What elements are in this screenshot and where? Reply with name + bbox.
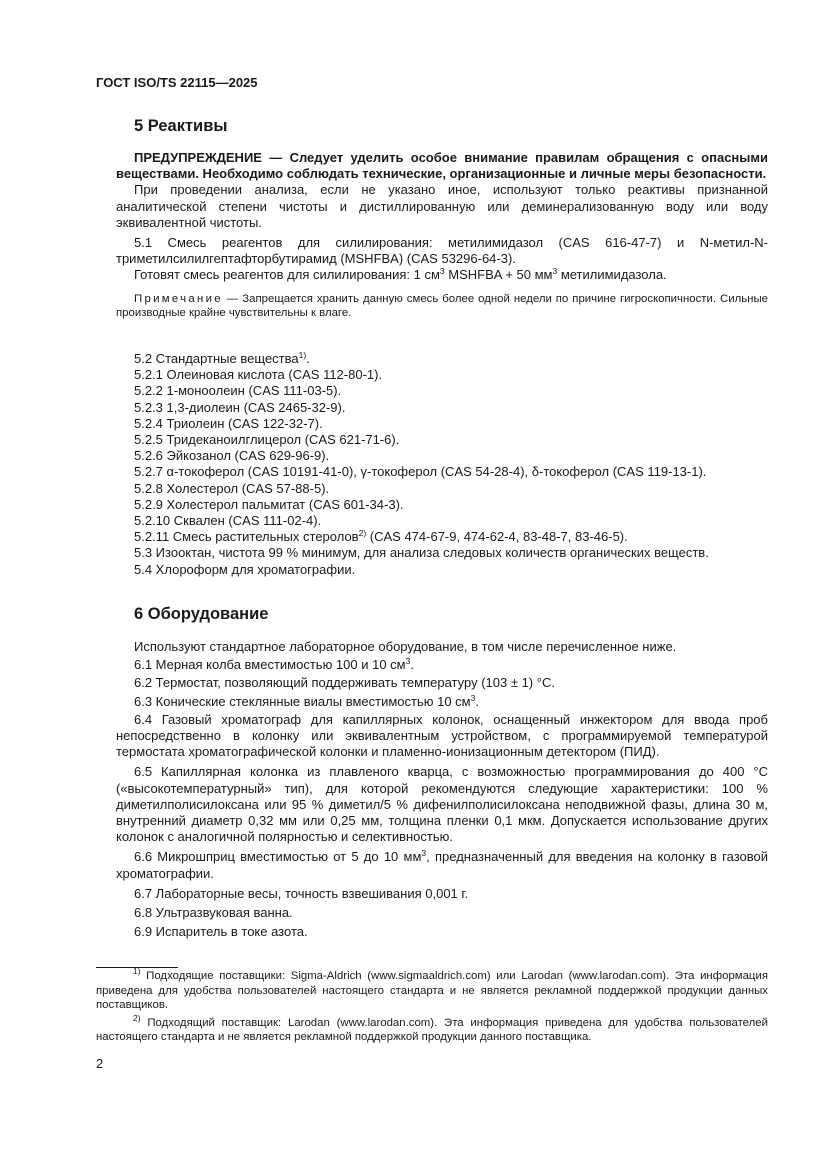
section-5-body xyxy=(116,150,768,321)
section-6-body xyxy=(116,639,768,940)
footnote-1: $^{1)}$ Подходящие поставщики: Sigma-Aldrich (www.sigmaaldrich.com) или Larodan (www.larodan.com). Эта информация приведена для удобства пользователей настоящего стандарта и не является рекламной поддержкой продукции данных поставщиков. xyxy=(96,966,768,1012)
list-item: 5.2.10 Сквален (CAS 111-02-4). xyxy=(134,513,322,529)
list-item: 5.2.7 α-токоферол (CAS 10191-41-0), γ-токоферол (CAS 54-28-4), δ-токоферол (CAS 119-13-1). xyxy=(134,464,707,480)
clause-6-2: 6.2 Термостат, позволяющий поддерживать температуру (103 ± 1) °С. xyxy=(134,675,555,691)
clause-5-2: 5.2 Стандартные вещества$^{1)}$. xyxy=(134,350,310,366)
clause-5-4: 5.4 Хлороформ для хроматографии. xyxy=(134,561,356,577)
list-item: 5.2.5 Тридеканоилглицерол (CAS 621-71-6). xyxy=(134,432,400,448)
clause-5-1: 5.1 Смесь реагентов для силилирования: метилимидазол (CAS 616-47-7) и N-метил-N-триметилсилилгептафторбутирамид (MSHFBA) (CAS 53296-64-3). xyxy=(116,235,768,267)
list-item: 5.2.2 1-моноолеин (CAS 111-03-5). xyxy=(134,383,342,399)
clause-5-2-list xyxy=(116,351,768,578)
note-paragraph: Примечание — Запрещается хранить данную смесь более одной недели по причине гигроскопичности. Сильные производные крайне чувствительны к влаге. xyxy=(116,292,768,320)
warning-paragraph: ПРЕДУПРЕЖДЕНИЕ — Следует уделить особое внимание правилам обращения с опасными веществами. Необходимо соблюдать технические, организационные и личные меры безопасности. xyxy=(116,150,768,182)
document-id-header: ГОСТ ISO/TS 22115—2025 xyxy=(96,75,258,90)
clause-5-2-11: 5.2.11 Смесь растительных стеролов$^{2)}$ (CAS 474-67-9, 474-62-4, 83-48-7, 83-46-5). xyxy=(134,528,628,545)
list-item: 5.2.1 Олеиновая кислота (CAS 112-80-1). xyxy=(134,367,383,383)
list-item: 5.2.3 1,3-диолеин (CAS 2465-32-9). xyxy=(134,399,346,415)
list-item: 5.2.9 Холестерол пальмитат (CAS 601-34-3). xyxy=(134,496,404,512)
list-item: 5.2.4 Триолеин (CAS 122-32-7). xyxy=(134,415,323,431)
footnotes xyxy=(96,966,768,1045)
clause-6-7: 6.7 Лабораторные весы, точность взвешивания 0,001 г. xyxy=(134,885,469,901)
clause-6-3: 6.3 Конические стеклянные виалы вместимостью 10 $см^3$. xyxy=(134,692,479,709)
clause-5-3: 5.3 Изооктан, чистота 99 % минимум, для анализа следовых количеств органических веществ. xyxy=(134,545,709,561)
clause-6-1: 6.1 Мерная колба вместимостью 100 и 10 $см^3$. xyxy=(134,656,414,673)
note-label: Примечание xyxy=(134,292,223,305)
clause-6-4: 6.4 Газовый хроматограф для капиллярных колонок, оснащенный инжектором для ввода проб непосредственно в колонку или эквивалентным устройством, с программируемой температурой термостата хроматографической колонки и пламенно-ионизационным детектором (ПИД). xyxy=(116,711,768,760)
clause-6-6: 6.6 Микрошприц вместимостью от 5 до 10 $мм^3$, предназначенный для введения на колонку в газовой хроматографии. xyxy=(116,848,768,881)
list-item: 5.2.6 Эйкозанол (CAS 629-96-9). xyxy=(134,448,330,464)
equipment-intro-paragraph: Используют стандартное лабораторное оборудование, в том числе перечисленное ниже. xyxy=(134,639,677,654)
list-item: 5.2.8 Холестерол (CAS 57-88-5). xyxy=(134,480,330,496)
clause-5-1-preparation: Готовят смесь реагентов для силилирования: 1 $см^3$ MSHFBA + 50 $мм^3$ метилимидазола. xyxy=(134,266,667,283)
reagents-intro-paragraph: При проведении анализа, если не указано иное, используют только реактивы признанной аналитической степени чистоты и дистиллированную или деминерализованную воду или воду эквивалентной чистоты. xyxy=(116,182,768,230)
footnote-2: $^{2)}$ Подходящий поставщик: Larodan (www.larodan.com). Эта информация приведена для удобства пользователей настоящего стандарта и не является рекламной поддержкой продукции данного поставщика. xyxy=(96,1012,768,1044)
clause-6-8: 6.8 Ультразвуковая ванна. xyxy=(134,905,293,921)
section-6-heading: 6 Оборудование xyxy=(134,605,269,623)
section-5-heading: 5 Реактивы xyxy=(134,117,228,135)
clause-6-5: 6.5 Капиллярная колонка из плавленого кварца, с возможностью программирования до 400 °С («высокотемпературный» тип), для которой рекомендуются следующие характеристики: 100 % диметилполисилоксана или 95 % диметил/5 % дифенилполисилоксана неподвижной фазы, длина 30 м, внутренний диаметр 0,32 мм или 0,25 мм, толщина пленки 0,1 мкм. Допускается использование других колонок с аналогичной полярностью и селективностью. xyxy=(116,764,768,845)
page-number: 2 xyxy=(96,1056,104,1071)
clause-6-9: 6.9 Испаритель в токе азота. xyxy=(134,924,308,940)
